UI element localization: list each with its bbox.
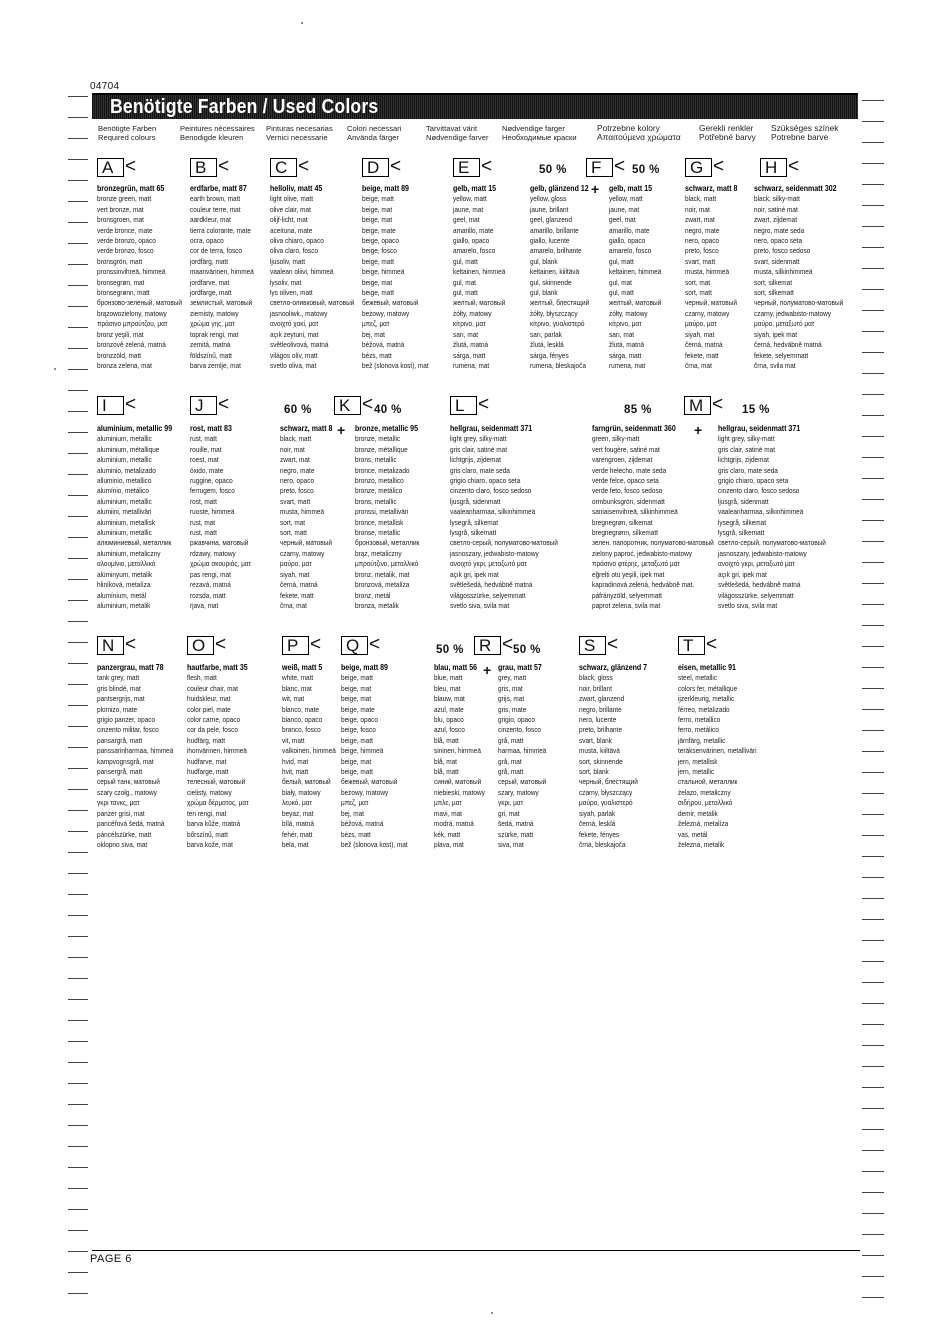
margin-tick [68,348,88,349]
plus-icon: + [591,181,600,197]
margin-tick [68,873,88,874]
margin-tick [862,121,884,122]
scan-speck [54,368,56,370]
title-bar [92,93,858,119]
margin-tick [862,835,884,836]
color-list: erdfarbe, matt 87 earth brown, matt couleur terre, mat aardkleur, mat tierra colorante, mate ocra, opaco cor de terra, fosco jordfärg, matt maanvärinen, himmeä jordfarve, mat jordfarge, matt землистый, матовый ziemisty, matowy χρώμα γης, ματ toprak rengi, mat zemitá, matná földszínű, matt barva zemlje, mat [190,184,254,370]
margin-tick [862,478,884,479]
margin-tick [68,1146,88,1147]
margin-tick [862,646,884,647]
margin-tick [68,264,88,265]
margin-tick [862,457,884,458]
language-label: Potrzebne kolory Απαιτούμενα χρώματα [597,123,681,142]
margin-tick [862,520,884,521]
margin-tick [68,411,88,412]
margin-tick [862,1087,884,1088]
margin-tick [68,1272,88,1273]
margin-tick [862,394,884,395]
margin-tick [862,373,884,374]
color-list: beige, matt 89 beige, matt beige, mat beige, mat beige, mate beige, opaco beige, fosco beige, matt beige, himmeä beige, mat beige, matt бежевый, матовый beżowy, matowy μπεζ, ματ bej, mat béžová, matná bézs, matt bež (slonova kost), mat [362,184,429,370]
margin-tick [862,583,884,584]
color-letter-S: S [579,636,606,655]
color-list: schwarz, matt 8 black, matt noir, mat zwart, mat negro, mate nero, opaco preto, fosco svart, matt musta, himmeä sort, mat sort, matt черный, матовый czarny, matowy μαύρο, ματ siyah, mat černá, matná fekete, matt črna, mat [280,424,333,610]
margin-tick [68,663,88,664]
margin-tick [68,138,88,139]
margin-tick [862,163,884,164]
margin-tick [862,709,884,710]
margin-tick [68,222,88,223]
color-letter-J: J [190,396,217,415]
margin-tick [68,1104,88,1105]
margin-tick [862,877,884,878]
margin-tick [862,1234,884,1235]
color-list: panzergrau, matt 78 tank grey, matt gris blindé, mat pantsergrijs, mat plomizo, mate grigio panzer, opaco cinzento militar, fosco pansargrå, matt panssarinharmaa, himmeä kampvognsgrå, mat pansergrå, matt серый танк, матовый szary czołg., matowy γκρι τανκς, ματ panzer grisi, mat pancéřová šedá, matná páncélszürke, matt oklopno siva, mat [97,663,174,849]
margin-tick [68,915,88,916]
margin-tick [68,537,88,538]
color-letter-I: I [97,396,124,415]
color-letter-F: F [586,158,613,177]
margin-tick [68,159,88,160]
plus-icon: + [694,422,703,438]
margin-tick [68,642,88,643]
margin-tick [68,306,88,307]
margin-tick [68,1020,88,1021]
color-list: hautfarbe, matt 35 flesh, matt couleur chair, mat huidskleur, mat color piel, mate color carne, opaco cor da pele, fosco hudfärg, matt ihonvärinen, himmeä hudfarve, mat hudfarge, matt телесный, матовый cielisty, matowy χρώμα δέρματος, ματ ten rengi, mat barva kůže, matná bőrszínű, matt barva kože, mat [187,663,249,849]
doc-number: 04704 [90,81,120,92]
language-label: Colori necessari Använda färger [347,124,402,142]
margin-tick [862,1150,884,1151]
margin-tick [862,310,884,311]
margin-tick [862,352,884,353]
margin-tick [862,730,884,731]
margin-tick [68,1209,88,1210]
color-list: beige, matt 89 beige, matt beige, mat beige, mat beige, mate beige, opaco beige, fosco beige, matt beige, himmeä beige, mat beige, matt бежевый, матовый beżowy, matowy μπεζ, ματ bej, mat béžová, matná bézs, matt bež (slonova kost), mat [341,663,408,849]
pointer-icon: < [713,156,725,177]
margin-tick [862,1024,884,1025]
color-letter-O: O [187,636,214,655]
color-list: aluminium, metallic 99 aluminium, metallic aluminium, métallique aluminium, metallic aluminio, metalizado alluminio, metallico alumínio, metálico aluminium, metallic alumiini, metalliväri aluminium, metallisk aluminium, metallic алюминиевый, металлик aluminium, metaliczny αλουμίνιο, μεταλλικό alüminyum, metalik hliníková, metalíza alumínium, metál aluminium, metalik [97,424,173,610]
pointer-icon: < [218,394,230,415]
color-list: blau, matt 56 blue, matt bleu, mat blauw, mat azul, mate blu, opaco azul, fosco blå, matt sininen, himmeä blå, mat blå, matt синий, матовый niebieski, matowy μπλε, ματ mavi, mat modrá, matná kék, matt plava, mat [434,663,485,849]
pointer-icon: < [607,634,619,655]
color-letter-Q: Q [341,636,368,655]
color-letter-M: M [684,396,711,415]
margin-tick [68,327,88,328]
color-list: schwarz, glänzend 7 black, gloss noir, brillant zwart, glanzend negro, brillante nero, lucente preto, brilhante svart, blank musta, kiiltävä sort, skinnende sort, blank черный, блестящий czarny, błyszczący μαύρο, γυαλιστερό siyah, parlak černá, lesklá fekete, fényes črna, bleskajoča [579,663,648,849]
margin-tick [68,810,88,811]
margin-tick [862,1297,884,1298]
percentage-label: 15 % [742,404,770,416]
margin-tick [862,1045,884,1046]
color-list: bronze, metallic 95 bronze, metallic bronze, métallique brons, metallic bronce, metalizado bronzo, metallico bronze, metálico brons, metallic pronssi, metalliväri bronce, metallisk bronse, metallic бронзовый, металлик brąz, metaliczny μπρούτζινο, μεταλλικό bronz, metalik, mat bronzová, metalíza bronz, metál bronza, metalik [355,424,420,610]
margin-tick [68,432,88,433]
margin-tick [68,96,88,97]
color-letter-C: C [270,158,297,177]
margin-tick [68,117,88,118]
margin-tick [862,898,884,899]
pointer-icon: < [215,634,227,655]
margin-tick [68,621,88,622]
pointer-icon: < [218,156,230,177]
margin-tick [862,331,884,332]
percentage-label: 85 % [624,404,652,416]
percentage-label: 50 % [513,644,541,656]
color-letter-R: R [474,636,501,655]
margin-tick [862,667,884,668]
margin-tick [68,390,88,391]
margin-tick [68,936,88,937]
percentage-label: 40 % [374,404,402,416]
color-letter-G: G [685,158,712,177]
margin-tick [68,516,88,517]
margin-tick [862,1066,884,1067]
margin-tick [862,625,884,626]
scan-speck [491,1312,493,1314]
pointer-icon: < [369,634,381,655]
margin-tick [862,1255,884,1256]
margin-tick [862,205,884,206]
color-letter-A: A [97,158,124,177]
margin-tick [862,814,884,815]
margin-tick [862,793,884,794]
margin-tick [862,1171,884,1172]
color-list: grau, matt 57 grey, matt gris, mat grijs, mat gris, mate grigio, opaco cinzento, fosco grå, matt harmaa, himmeä grå, mat grå, matt серый, матовый szary, matowy γκρι, ματ gri, mat šedá, matná szürke, matt siva, mat [498,663,547,849]
margin-tick [68,999,88,1000]
color-list: gelb, matt 15 yellow, matt jaune, mat geel, mat amarillo, mate giallo, opaco amarelo, fosco gul, matt keltainen, himmeä gul, mat gul, matt желтый, матовый żółty, matowy κίτρινο, ματ sarı, mat žlutá, matná sárga, matt rumena, mat [609,184,662,370]
margin-tick [862,856,884,857]
color-list: weiß, matt 5 white, matt blanc, mat wit, mat blanco, mate bianco, opaco branco, fosco vit, matt valkoinen, himmeä hvid, mat hvit, matt белый, матовый biały, matowy λευκό, ματ beyaz, mat bílá, matná fehér, matt bela, mat [282,663,336,849]
language-label: Pinturas necesarias Vernici necessarie [266,124,333,142]
margin-tick [68,1062,88,1063]
language-label: Gerekli renkler Potřebné barvy [699,123,756,142]
margin-tick [862,1213,884,1214]
margin-tick [862,289,884,290]
pointer-icon: < [502,634,514,655]
color-list: hellgrau, seidenmatt 371 light grey, silky-matt gris clair, satiné mat lichtgrijs, zijdemat gris claro, mate seda grigio chiaro, opaco seta cinzento claro, fosco sedoso ljusgrå, sidenmatt vaaleanharmaa, silkinhimmeä lysegrå, silkemat lysgrå, silkematt светло-серый, полуматово-матовый jasnoszary, jedwabisto-matowy ανοιχτό γκρι, μεταξωτό ματ açık gri, ipek mat světlešedá, hedvábně matná világosszürke, selyemmatt svetlo siva, svila mat [718,424,826,610]
color-letter-E: E [453,158,480,177]
margin-tick [862,961,884,962]
margin-tick [68,1125,88,1126]
color-list: eisen, metallic 91 steel, metallic colors fer, métallique ijzerkleurig, metallic férreo, metalizado ferro, metallico ferro, metálico järnfärg, metallic teräksenvärinen, metalliväri jern, metallisk jern, metallic стальной, металлик żelazo, metaliczny σιδήρου, μεταλλικό demir, metalik železná, metalíza vas, metál železna, metalik [678,663,757,849]
margin-tick [862,1192,884,1193]
language-label: Tarvittavat värit Nødvendige farver [426,124,489,142]
margin-tick [862,919,884,920]
margin-tick [862,982,884,983]
color-letter-T: T [678,636,705,655]
pointer-icon: < [706,634,718,655]
plus-icon: + [483,662,492,678]
pointer-icon: < [712,394,724,415]
margin-tick [862,415,884,416]
pointer-icon: < [390,156,402,177]
margin-tick [862,1276,884,1277]
margin-tick [68,684,88,685]
margin-tick [862,184,884,185]
margin-tick [68,453,88,454]
margin-tick [862,562,884,563]
margin-tick [862,688,884,689]
margin-tick [68,495,88,496]
pointer-icon: < [298,156,310,177]
color-list: helloliv, matt 45 light olive, matt olive clair, mat olijf-licht, mat aceituna, mate oliva chiaro, opaco oliva claro, fosco ljusoliv, matt vaalean oliivi, himmeä lysoliv, mat lys oliven, matt светло-оливковый, матовый jasnooliwk., matowy ανοιχτό χακί, ματ açık zeytuni, mat světleolivová, matná világos olív, matt svetlo oliva, mat [270,184,355,370]
margin-tick [68,600,88,601]
language-label: Nødvendige farger Необходимые краски [502,124,577,142]
margin-tick [68,1167,88,1168]
scan-speck [301,22,303,24]
color-list: gelb, matt 15 yellow, matt jaune, mat geel, mat amarillo, mate giallo, opaco amarelo, fosco gul, matt keltainen, himmeä gul, mat gul, matt желтый, матовый żółty, matowy κίτρινο, ματ sarı, mat žlutá, matná sárga, matt rumena, mat [453,184,506,370]
color-list: farngrün, seidenmatt 360 green, silky-matt vert fougère, satiné mat varengroen, zijdemat verde helecho, mate seda verde felce, opaco seta verde feto, fosco sedoso ormbunksgrön, sidenmatt saniaisenvihreä, silkinhimmeä bregnegrøn, silkemat bregnegrønn, silkematt зелен. папоротник, полуматово-матовый zielony paproć, jedwabisto-matowy πράσινο φτέρης, μεταξωτό ματ eğrelti otu yeşili, ipek mat kapradinová zelená, hedvábně mat. páfrányzöld, selyemmatt paprot zelena, svila mat [592,424,714,610]
color-list: schwarz, seidenmatt 302 black, silky-matt noir, satiné mat zwart, zijdemat negro, mate seda nero, opaco seta preto, fosco sedoso svart, sidenmatt musta, silkinhimmeä sort, silkemat sort, silkematt черный, полуматово-матовый czarny, jedwabisto-matowy μαύρο, μεταξωτό ματ siyah, ipek mat černá, hedvábně matná fekete, selyemmatt črna, svila mat [754,184,844,370]
margin-tick [862,1003,884,1004]
footer-rule [92,1250,860,1251]
color-letter-D: D [362,158,389,177]
margin-tick [68,1188,88,1189]
margin-tick [68,831,88,832]
margin-tick [862,436,884,437]
margin-tick [68,1083,88,1084]
color-list: hellgrau, seidenmatt 371 light grey, silky-matt gris clair, satiné mat lichtgrijs, zijdemat gris claro, mate seda grigio chiaro, opaco seta cinzento claro, fosco sedoso ljusgrå, sidenmatt vaaleanharmaa, silkinhimmeä lysegrå, silkemat lysgrå, silkematt светло-серый, полуматово-матовый jasnoszary, jedwabisto-matowy ανοιχτό γκρι, μεταξωτό ματ açık gri, ipek mat světlešedá, hedvábně matná világosszürke, selyemmatt svetlo siva, svila mat [450,424,558,610]
margin-tick [862,142,884,143]
margin-tick [68,726,88,727]
language-label: Szükséges színek Potrebne barve [771,123,839,142]
margin-tick [68,474,88,475]
margin-tick [68,1293,88,1294]
margin-tick [68,1041,88,1042]
margin-tick [68,285,88,286]
plus-icon: + [337,422,346,438]
color-letter-K: K [334,396,361,415]
percentage-label: 50 % [436,644,464,656]
margin-tick [862,772,884,773]
color-letter-P: P [282,636,309,655]
margin-tick [68,747,88,748]
margin-tick [862,268,884,269]
color-list: rost, matt 83 rust, matt rouille, mat roest, mat óxido, mate ruggine, opaco ferrugem, fosco rost, matt ruoste, himmeä rust, mat rust, matt ржавчина, матовый rdzawy, matowy χρώμα σκουριάς, ματ pas rengi, mat rezavá, matná rozsda, matt rjava, mat [190,424,252,610]
page-title: Benötigte Farben / Used Colors [110,96,379,118]
margin-tick [68,579,88,580]
margin-tick [68,369,88,370]
language-label: Peintures nécessaires Benodigde kleuren [180,124,255,142]
margin-tick [862,541,884,542]
margin-tick [68,978,88,979]
color-letter-H: H [760,158,787,177]
margin-tick [68,1251,88,1252]
margin-tick [862,1108,884,1109]
percentage-label: 50 % [632,164,660,176]
margin-tick [68,768,88,769]
color-letter-B: B [190,158,217,177]
percentage-label: 60 % [284,404,312,416]
pointer-icon: < [788,156,800,177]
color-letter-N: N [97,636,124,655]
margin-tick [68,789,88,790]
color-list: bronzegrün, matt 65 bronze green, matt vert bronze, mat bronsgroen, mat verde bronce, mate verde bronzo, opaco verde bronzo, fosco bronsgrön, matt pronssinvihreä, himmeä bronsegrøn, mat bronsegrønn, matt бронзово-зеленый, матовый brązowozielony, matowy πράσινο μπρούτζου, ματ bronz yeşili, mat bronzově zelená, matná bronzzöld, matt bronza zelena, mat [97,184,183,370]
pointer-icon: < [478,394,490,415]
margin-tick [68,852,88,853]
margin-tick [68,243,88,244]
margin-tick [862,940,884,941]
color-letter-L: L [450,396,477,415]
pointer-icon: < [614,156,626,177]
margin-tick [68,180,88,181]
percentage-label: 50 % [539,164,567,176]
color-list: schwarz, matt 8 black, matt noir, mat zwart, mat negro, mate nero, opaco preto, fosco svart, matt musta, himmeä sort, mat sort, matt черный, матовый czarny, matowy μαύρο, ματ siyah, mat černá, matná fekete, matt črna, mat [685,184,738,370]
margin-tick [68,201,88,202]
pointer-icon: < [362,394,374,415]
margin-tick [68,894,88,895]
language-label: Benötigte Farben Required colours [98,124,157,142]
margin-tick [862,604,884,605]
margin-tick [68,558,88,559]
margin-tick [68,957,88,958]
margin-tick [68,705,88,706]
pointer-icon: < [310,634,322,655]
margin-tick [862,751,884,752]
margin-tick [68,1230,88,1231]
pointer-icon: < [125,394,137,415]
pointer-icon: < [125,634,137,655]
margin-tick [862,226,884,227]
pointer-icon: < [125,156,137,177]
margin-tick [862,100,884,101]
margin-tick [862,499,884,500]
margin-tick [862,1129,884,1130]
pointer-icon: < [481,156,493,177]
margin-tick [862,247,884,248]
color-list: gelb, glänzend 12 yellow, gloss jaune, brillant geel, glanzend amarillo, brillante giallo, lucente amarelo, brilhante gul, blank keltainen, kiiltävä gul, skinnende gul, blank желтый, блестящий żółty, błyszczący κίτρινο, γυαλιστερό sarı, parlak žlutá, lesklá sárga, fényes rumena, bleskajoča [530,184,590,370]
page-number: PAGE 6 [90,1253,132,1265]
